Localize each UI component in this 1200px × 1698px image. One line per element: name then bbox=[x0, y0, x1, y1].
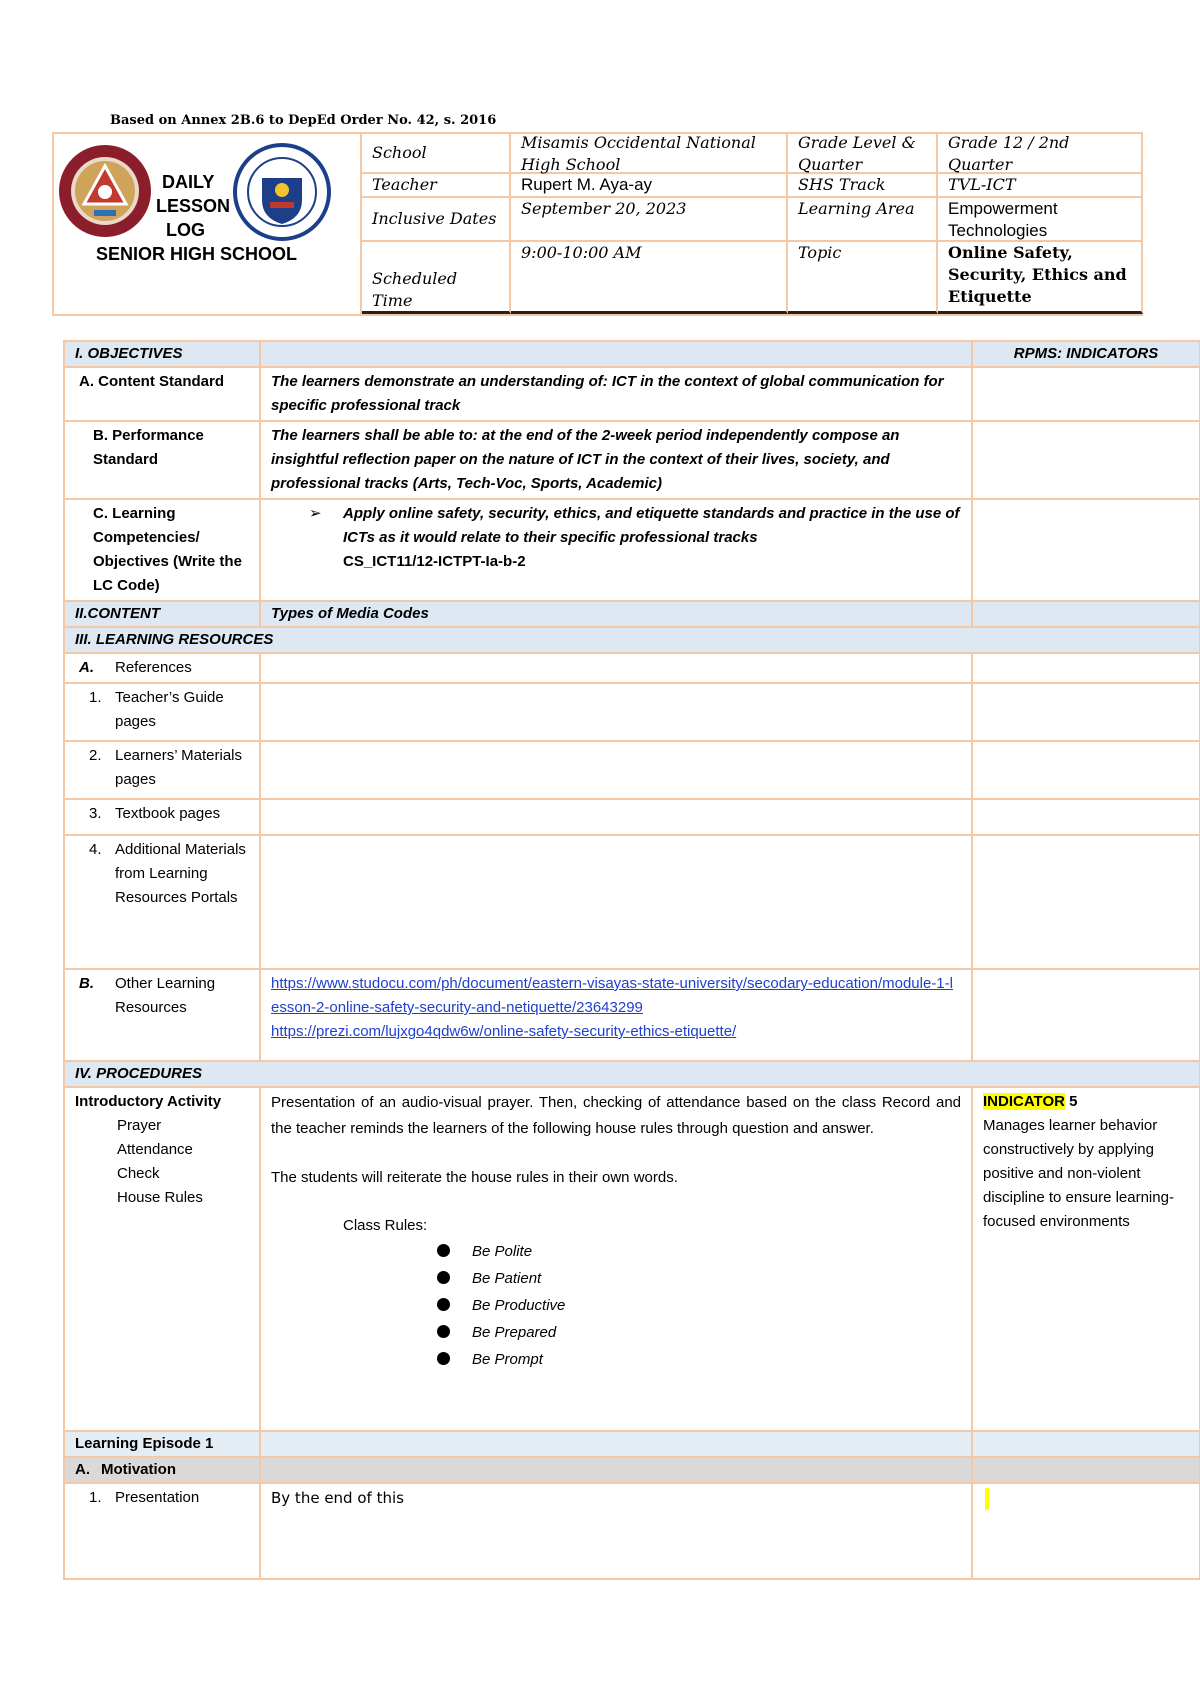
procedures-header-row bbox=[64, 1061, 1200, 1087]
competency-cell bbox=[260, 499, 972, 601]
additional-materials-label: Additional Materials from Learning Resources Portals bbox=[115, 841, 246, 906]
other-resources-row bbox=[64, 969, 1200, 1061]
performance-standard-label: B. Performance Standard bbox=[64, 421, 260, 499]
bullet-icon bbox=[437, 1244, 450, 1257]
content-standard-row bbox=[64, 367, 1200, 421]
presentation-cell bbox=[64, 1483, 260, 1579]
rule-item: Be Productive bbox=[437, 1292, 961, 1319]
teacher-guide-cell bbox=[64, 683, 260, 741]
bullet-icon bbox=[437, 1271, 450, 1284]
prezi-link[interactable]: https://prezi.com/lujxgo4qdw6w/online-safety-security-ethics-etiquette/ bbox=[271, 1023, 737, 1040]
title-shs: SENIOR HIGH SCHOOL bbox=[96, 244, 298, 264]
class-rules-label: Class Rules: bbox=[343, 1217, 428, 1234]
intro-item-attendance: Attendance Check bbox=[117, 1141, 193, 1182]
studocu-link[interactable]: https://www.studocu.com/ph/document/eastern-visayas-state-university/secodary-education/module-1-lesson-2-online-safety-security-and-netiquette/23643299 bbox=[271, 975, 953, 1016]
learners-materials-row bbox=[64, 741, 1200, 799]
content-value: Types of Media Codes bbox=[260, 601, 972, 627]
references-row bbox=[64, 653, 1200, 683]
bullet-icon bbox=[437, 1325, 450, 1338]
title-log: LOG bbox=[166, 220, 205, 240]
bullet-icon bbox=[437, 1298, 450, 1311]
references-cell bbox=[64, 653, 260, 683]
lesson-table bbox=[63, 340, 1174, 1580]
textbook-cell bbox=[64, 799, 260, 835]
rule-item: Be Prompt bbox=[437, 1346, 961, 1373]
objectives-heading: I. OBJECTIVES bbox=[64, 341, 260, 367]
other-resources-letter: B. bbox=[79, 975, 94, 992]
big-presentation-text: By the end of this bbox=[260, 1483, 972, 1579]
references-label: References bbox=[115, 659, 192, 676]
learners-materials-label: Learners’ Materials pages bbox=[115, 747, 242, 788]
content-standard-text: The learners demonstrate an understanding of: ICT in the context of global communication for specific professional track bbox=[260, 367, 972, 421]
dates-value: September 20, 2023 bbox=[511, 198, 788, 242]
introductory-cell bbox=[64, 1087, 260, 1431]
intro-item-prayer: Prayer bbox=[117, 1117, 162, 1134]
dates-label: Inclusive Dates bbox=[362, 198, 511, 242]
area-label: Learning Area bbox=[788, 198, 938, 242]
performance-standard-row bbox=[64, 421, 1200, 499]
content-header-row bbox=[64, 601, 1200, 627]
procedures-heading: IV. PROCEDURES bbox=[64, 1061, 1200, 1087]
topic-label: Topic bbox=[788, 242, 938, 314]
learners-materials-cell bbox=[64, 741, 260, 799]
presentation-num: 1. bbox=[89, 1489, 102, 1506]
indicator-cell bbox=[972, 1087, 1200, 1431]
highlight-mark bbox=[985, 1488, 989, 1510]
area-value: Empowerment Technologies bbox=[938, 198, 1143, 242]
episode-label: Learning Episode 1 bbox=[64, 1431, 260, 1457]
rule-item: Be Prepared bbox=[437, 1319, 961, 1346]
grade-label: Grade Level & Quarter bbox=[788, 132, 938, 174]
school-value: Misamis Occidental National High School bbox=[511, 132, 788, 174]
episode-row bbox=[64, 1431, 1200, 1457]
resources-heading: III. LEARNING RESOURCES bbox=[64, 627, 1200, 653]
title-daily: DAILY bbox=[162, 172, 215, 192]
motivation-letter: A. bbox=[75, 1461, 90, 1478]
deped-seal-logo bbox=[232, 142, 332, 242]
references-letter: A. bbox=[79, 659, 94, 676]
presentation-label: Presentation bbox=[115, 1489, 200, 1506]
teacher-guide-label: Teacher’s Guide pages bbox=[115, 689, 224, 730]
header-grid bbox=[362, 132, 1143, 316]
track-value: TVL-ICT bbox=[938, 174, 1143, 198]
additional-materials-cell bbox=[64, 835, 260, 969]
other-resources-label: Other Learning Resources bbox=[115, 975, 216, 1016]
competency-code: CS_ICT11/12-ICTPT-Ia-b-2 bbox=[343, 553, 526, 570]
grade-value: Grade 12 / 2nd Quarter bbox=[938, 132, 1143, 174]
presentation-row bbox=[64, 1483, 1200, 1579]
reiterate-text: The students will reiterate the house rules in their own words. bbox=[271, 1169, 678, 1186]
introductory-label: Introductory Activity bbox=[75, 1093, 222, 1110]
indicator-text: Manages learner behavior constructively by applying positive and non-violent discipline to ensure learning-focused environments bbox=[983, 1117, 1174, 1230]
textbook-label: Textbook pages bbox=[115, 805, 221, 822]
competency-text: Apply online safety, security, ethics, and etiquette standards and practice in the use of ICTs as it would relate to their specific professional tracks bbox=[343, 505, 960, 546]
time-label: Scheduled Time bbox=[362, 242, 511, 314]
introductory-text-cell bbox=[260, 1087, 972, 1431]
competency-label: C. Learning Competencies/ Objectives (Write the LC Code) bbox=[64, 499, 260, 601]
presentation-indicator-cell bbox=[972, 1483, 1200, 1579]
school-seal-logo bbox=[56, 142, 154, 240]
additional-materials-num: 4. bbox=[89, 841, 102, 858]
content-heading: II.CONTENT bbox=[64, 601, 260, 627]
indicator-number: 5 bbox=[1069, 1093, 1078, 1110]
title-lesson: LESSON bbox=[156, 196, 231, 216]
school-label: School bbox=[362, 132, 511, 174]
other-resources-cell bbox=[64, 969, 260, 1061]
objectives-header-row bbox=[64, 341, 1200, 367]
learners-materials-num: 2. bbox=[89, 747, 102, 764]
logo-area bbox=[54, 134, 362, 314]
content-standard-label: A. Content Standard bbox=[64, 367, 260, 421]
motivation-cell bbox=[64, 1457, 260, 1483]
track-label: SHS Track bbox=[788, 174, 938, 198]
performance-standard-text: The learners shall be able to: at the end of the 2-week period independently compose an insightful reflection paper on the nature of ICT in the context of their lives, society, and professional tracks (Arts, Tech-Voc, Sports, Academic) bbox=[260, 421, 972, 499]
rpms-heading: RPMS: INDICATORS bbox=[972, 341, 1200, 367]
teacher-value: Rupert M. Aya-ay bbox=[511, 174, 788, 198]
textbook-num: 3. bbox=[89, 805, 102, 822]
time-value: 9:00-10:00 AM bbox=[511, 242, 788, 314]
rule-item: Be Patient bbox=[437, 1265, 961, 1292]
teacher-guide-row bbox=[64, 683, 1200, 741]
teacher-guide-num: 1. bbox=[89, 689, 102, 706]
motivation-row bbox=[64, 1457, 1200, 1483]
resources-header-row bbox=[64, 627, 1200, 653]
intro-item-house-rules: House Rules bbox=[117, 1189, 203, 1206]
topic-value: Online Safety, Security, Ethics and Etiquette bbox=[938, 242, 1143, 314]
class-rules-list bbox=[271, 1238, 961, 1373]
competency-row bbox=[64, 499, 1200, 601]
textbook-row bbox=[64, 799, 1200, 835]
motivation-label: Motivation bbox=[101, 1461, 176, 1478]
introductory-text: Presentation of an audio-visual prayer. Then, checking of attendance based on the class Record and the teacher reminds the learners of the following house rules through question and answer. bbox=[271, 1094, 961, 1137]
annex-note: Based on Annex 2B.6 to DepEd Order No. 42, s. 2016 bbox=[110, 113, 497, 128]
arrow-bullet-icon: ➢ bbox=[309, 505, 322, 522]
bullet-icon bbox=[437, 1352, 450, 1365]
additional-materials-row bbox=[64, 835, 1200, 969]
introductory-row bbox=[64, 1087, 1200, 1431]
teacher-label: Teacher bbox=[362, 174, 511, 198]
rule-item: Be Polite bbox=[437, 1238, 961, 1265]
links-cell bbox=[260, 969, 972, 1061]
indicator-tag: INDICATOR bbox=[983, 1093, 1065, 1110]
